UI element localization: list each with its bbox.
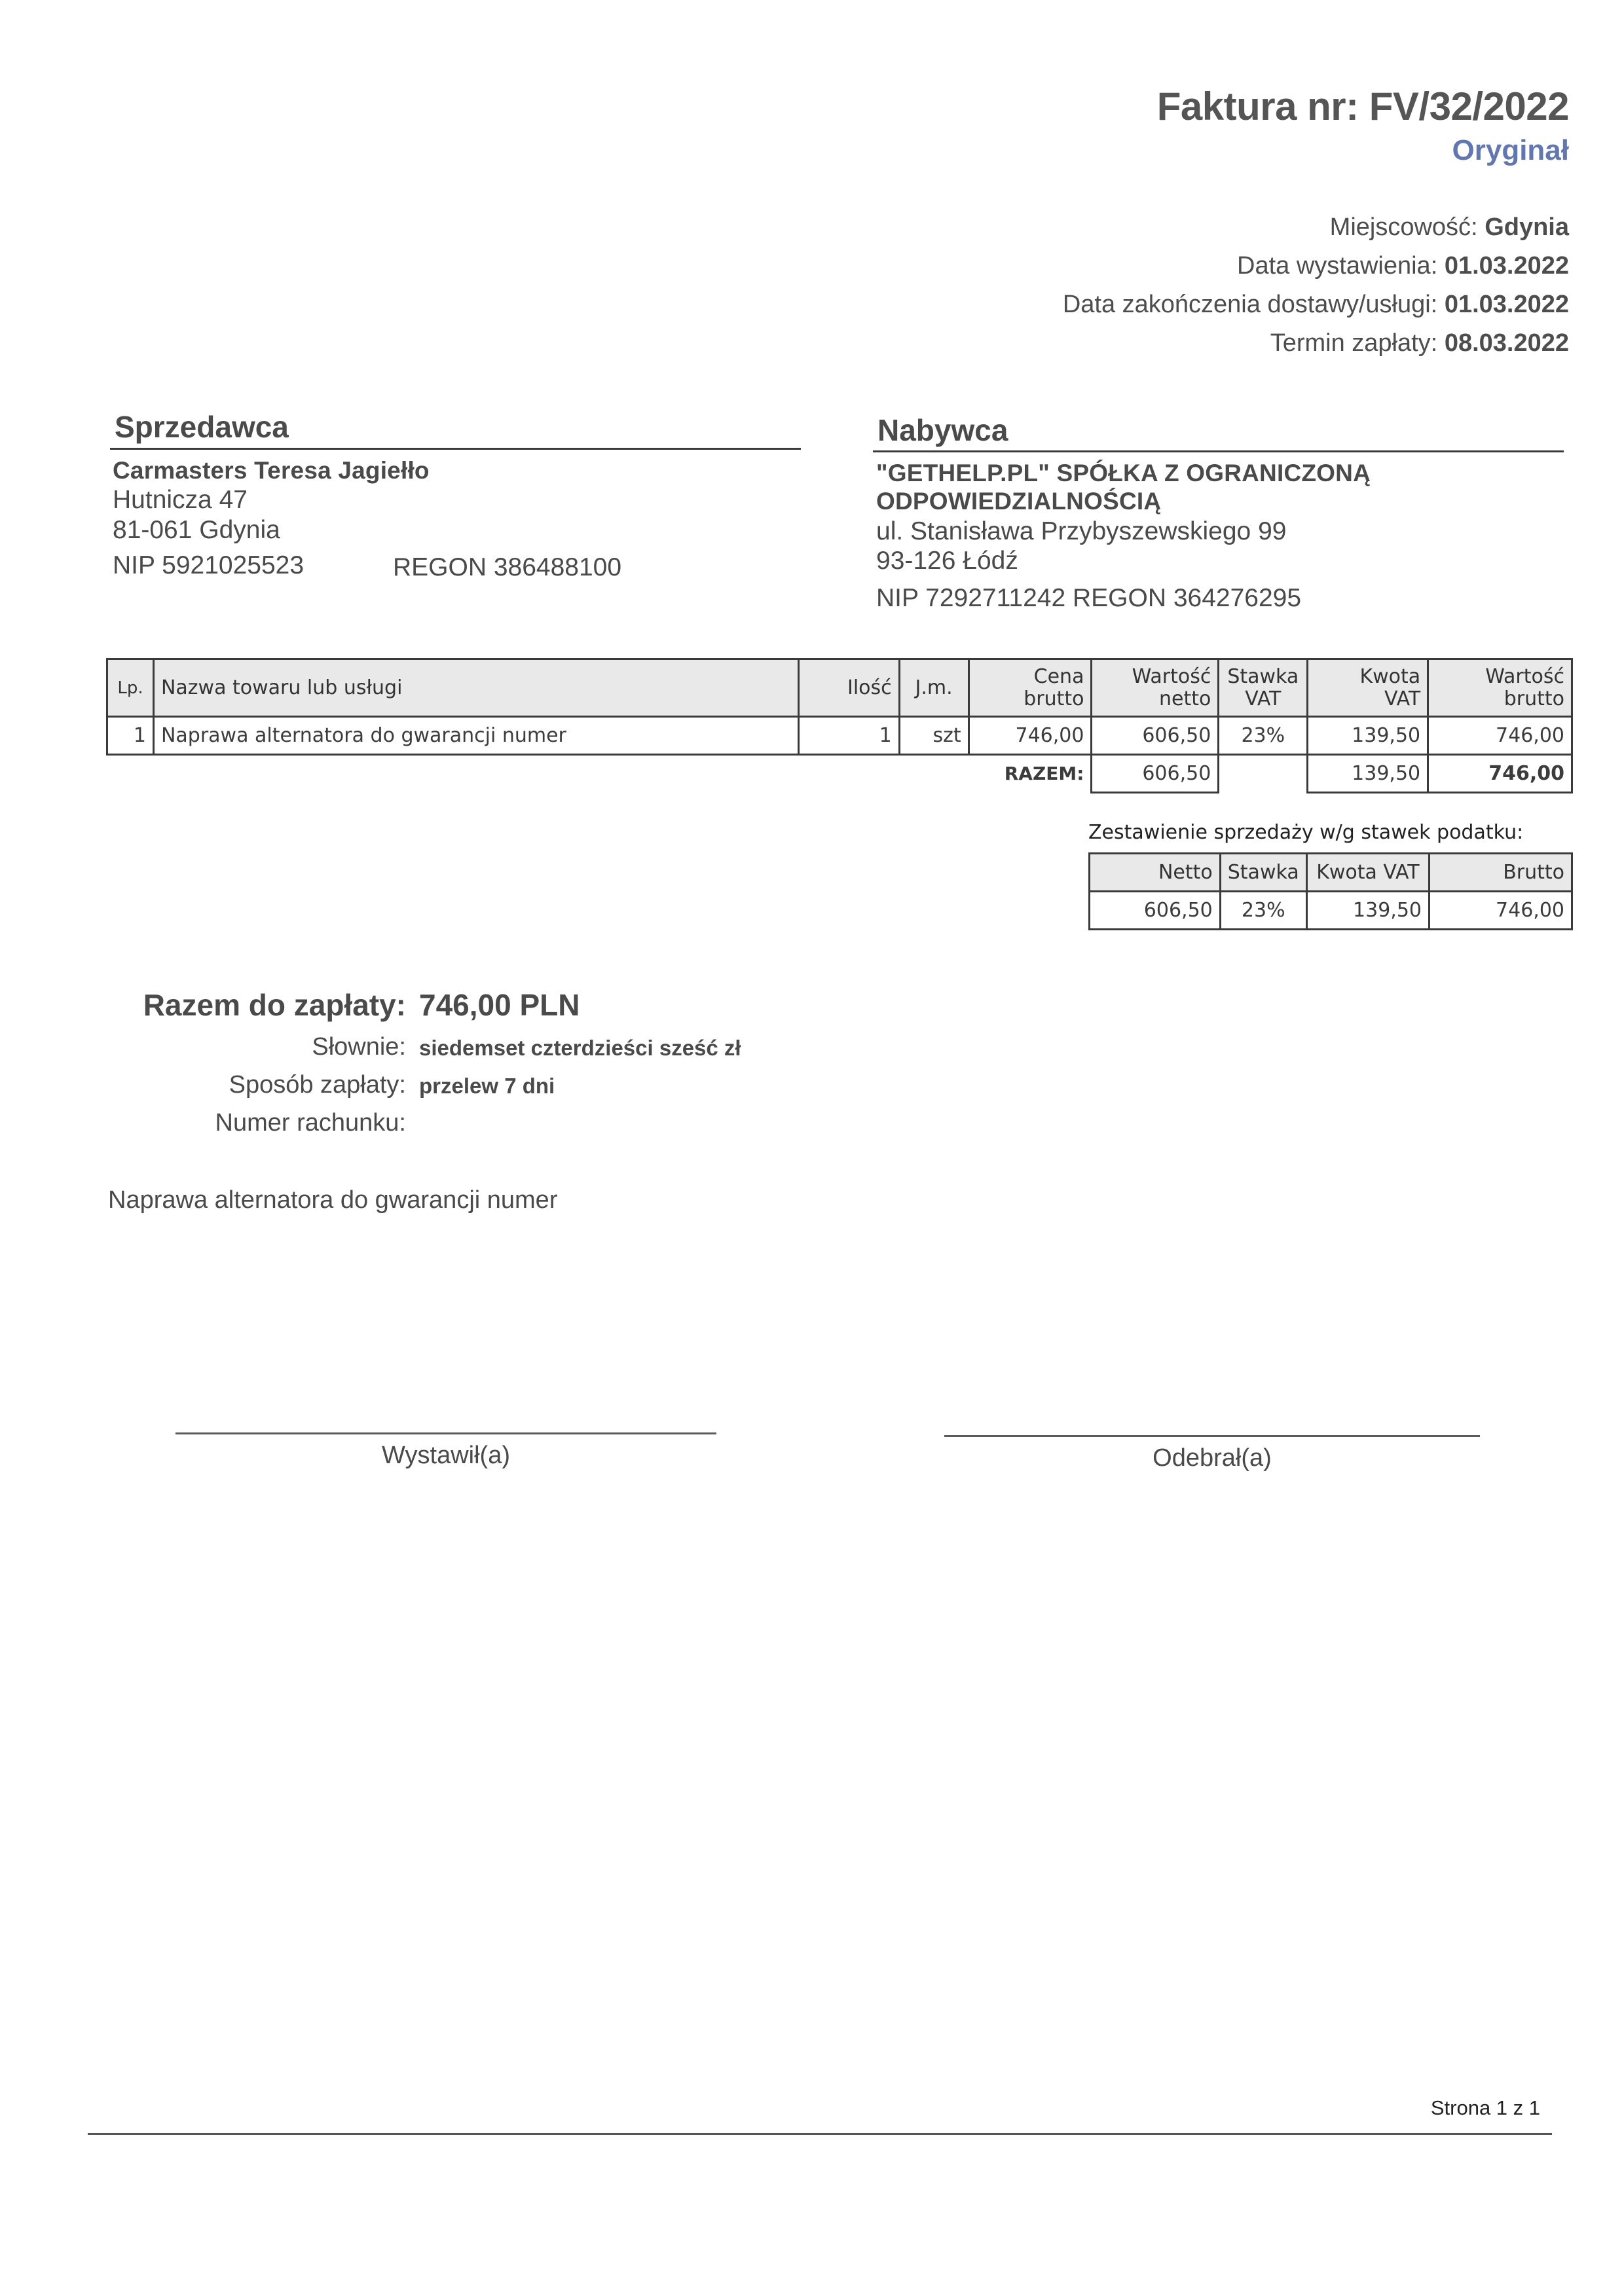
seller-city: 81-061 Gdynia bbox=[113, 516, 280, 544]
meta-due-date-label: Termin zapłaty: bbox=[1270, 329, 1438, 357]
meta-delivery-date-value: 01.03.2022 bbox=[1444, 291, 1569, 318]
meta-place-value: Gdynia bbox=[1485, 213, 1569, 241]
payment-method-label: Sposób zapłaty: bbox=[229, 1071, 406, 1099]
summary-col-net: Netto bbox=[1090, 854, 1221, 892]
seller-regon: REGON 386488100 bbox=[393, 553, 622, 581]
receiver-signature-label: Odebrał(a) bbox=[1153, 1444, 1272, 1472]
seller-name: Carmasters Teresa Jagiełło bbox=[113, 457, 430, 484]
summary-net: 606,50 bbox=[1090, 892, 1221, 930]
buyer-street: ul. Stanisława Przybyszewskiego 99 bbox=[876, 517, 1287, 545]
cell-lp: 1 bbox=[107, 717, 154, 755]
cell-vat-rate: 23% bbox=[1219, 717, 1308, 755]
totals-vat-rate bbox=[1219, 755, 1308, 793]
meta-delivery-date-label: Data zakończenia dostawy/usługi: bbox=[1062, 291, 1438, 318]
items-table-header bbox=[107, 659, 1572, 717]
total-due-label: Razem do zapłaty: bbox=[143, 988, 406, 1022]
amount-in-words-value: siedemset czterdzieści sześć zł bbox=[419, 1036, 741, 1060]
totals-label: RAZEM: bbox=[1004, 763, 1084, 785]
meta-issue-date-label: Data wystawienia: bbox=[1237, 252, 1438, 280]
vat-summary-header bbox=[1090, 854, 1572, 892]
items-table bbox=[106, 658, 1573, 793]
footer-divider bbox=[88, 2133, 1552, 2135]
seller-heading: Sprzedawca bbox=[115, 410, 289, 444]
table-row bbox=[107, 717, 1572, 755]
cell-price-gross: 746,00 bbox=[969, 717, 1092, 755]
cell-gross-value: 746,00 bbox=[1428, 717, 1572, 755]
total-due-value: 746,00 PLN bbox=[419, 988, 580, 1022]
col-name: Nazwa towaru lub usługi bbox=[153, 659, 798, 717]
col-unit: J.m. bbox=[899, 659, 969, 717]
col-price-gross: Cena brutto bbox=[969, 659, 1092, 717]
meta-due-date-value: 08.03.2022 bbox=[1444, 329, 1569, 357]
totals-gross-value: 746,00 bbox=[1428, 755, 1572, 793]
totals-vat-amount: 139,50 bbox=[1308, 755, 1428, 793]
copy-label: Oryginał bbox=[1452, 134, 1569, 166]
amount-in-words-label: Słownie: bbox=[312, 1033, 406, 1061]
cell-name: Naprawa alternatora do gwarancji numer bbox=[153, 717, 798, 755]
col-qty: Ilość bbox=[798, 659, 899, 717]
totals-net-value: 606,50 bbox=[1092, 755, 1219, 793]
invoice-title: Faktura nr: FV/32/2022 bbox=[1156, 84, 1569, 128]
meta-delivery-date bbox=[1063, 291, 1569, 319]
receiver-signature-line bbox=[944, 1435, 1480, 1437]
meta-place bbox=[1330, 213, 1569, 242]
buyer-nip-regon: NIP 7292711242 REGON 364276295 bbox=[876, 584, 1302, 612]
seller-street: Hutnicza 47 bbox=[113, 486, 248, 514]
vat-summary-table bbox=[1088, 852, 1573, 930]
buyer-city: 93-126 Łódź bbox=[876, 547, 1018, 575]
summary-rate: 23% bbox=[1220, 892, 1306, 930]
buyer-divider bbox=[873, 450, 1564, 452]
account-number-label: Numer rachunku: bbox=[215, 1109, 406, 1137]
seller-divider bbox=[110, 448, 801, 450]
buyer-heading: Nabywca bbox=[877, 413, 1008, 447]
summary-col-gross: Brutto bbox=[1430, 854, 1572, 892]
seller-nip: NIP 5921025523 bbox=[113, 551, 304, 579]
meta-place-label: Miejscowość: bbox=[1329, 213, 1478, 241]
col-lp: Lp. bbox=[107, 659, 154, 717]
totals-row bbox=[107, 755, 1572, 793]
cell-unit: szt bbox=[899, 717, 969, 755]
meta-issue-date bbox=[1237, 252, 1569, 280]
cell-net-value: 606,50 bbox=[1092, 717, 1219, 755]
page-number: Strona 1 z 1 bbox=[1430, 2096, 1540, 2119]
meta-due-date bbox=[1270, 329, 1569, 357]
summary-vat: 139,50 bbox=[1306, 892, 1429, 930]
summary-gross: 746,00 bbox=[1430, 892, 1572, 930]
col-vat-amount: Kwota VAT bbox=[1308, 659, 1428, 717]
buyer-name-line1: "GETHELP.PL" SPÓŁKA Z OGRANICZONĄ bbox=[876, 460, 1371, 486]
issuer-signature-label: Wystawił(a) bbox=[382, 1442, 510, 1469]
cell-qty: 1 bbox=[798, 717, 899, 755]
meta-issue-date-value: 01.03.2022 bbox=[1444, 252, 1569, 280]
summary-caption: Zestawienie sprzedaży w/g stawek podatku: bbox=[1088, 821, 1524, 844]
col-gross-value: Wartość brutto bbox=[1428, 659, 1572, 717]
summary-col-rate: Stawka bbox=[1220, 854, 1306, 892]
col-vat-rate: Stawka VAT bbox=[1219, 659, 1308, 717]
table-row bbox=[1090, 892, 1572, 930]
summary-col-vat: Kwota VAT bbox=[1306, 854, 1429, 892]
payment-method-value: przelew 7 dni bbox=[419, 1074, 555, 1098]
buyer-name-line2: ODPOWIEDZIALNOŚCIĄ bbox=[876, 488, 1162, 515]
invoice-note: Naprawa alternatora do gwarancji numer bbox=[108, 1186, 558, 1214]
col-net-value: Wartość netto bbox=[1092, 659, 1219, 717]
cell-vat-amount: 139,50 bbox=[1308, 717, 1428, 755]
issuer-signature-line bbox=[175, 1432, 716, 1434]
